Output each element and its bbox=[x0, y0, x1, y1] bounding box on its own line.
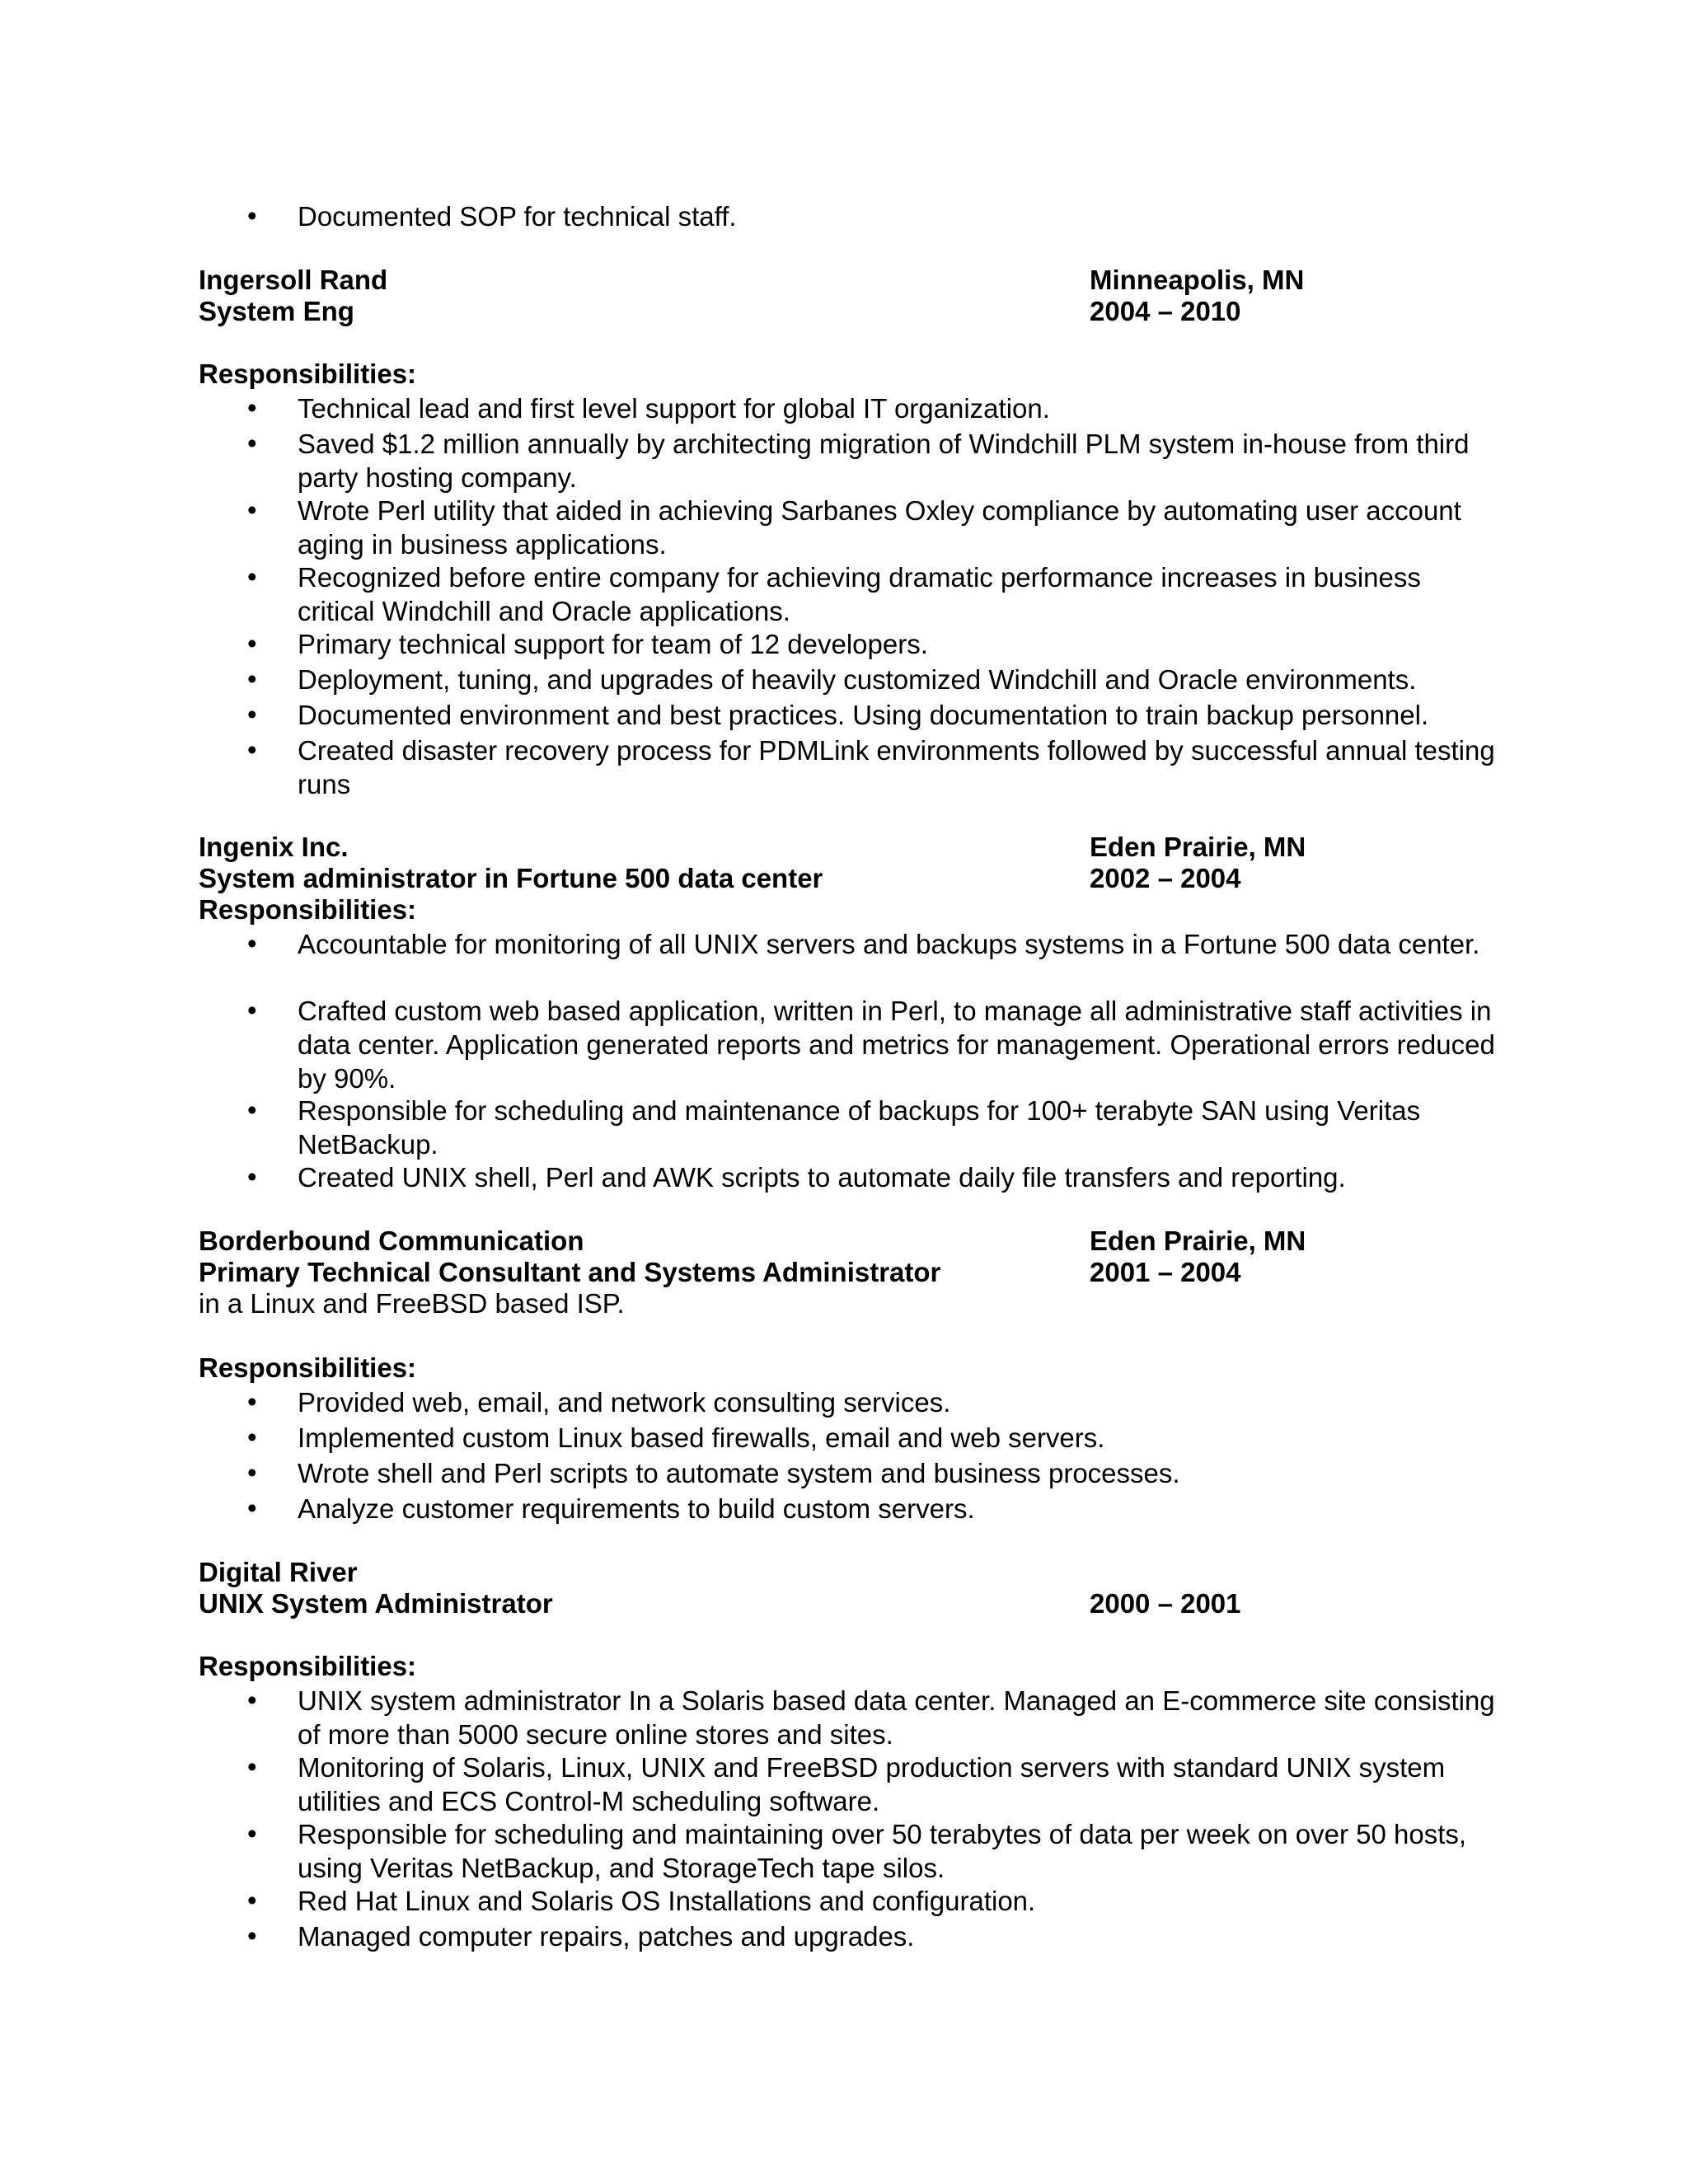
bullet-icon: • bbox=[247, 1094, 257, 1125]
bullet-text: Crafted custom web based application, written in Perl, to manage all administrative staff activities in data center. Application generated reports and metrics for management. Operational errors reduced by 90%. bbox=[298, 996, 1495, 1094]
bullet-icon: • bbox=[247, 1161, 257, 1192]
job-dates: 2001 – 2004 bbox=[1090, 1257, 1241, 1287]
bullet-icon: • bbox=[247, 1457, 257, 1488]
bullet-icon: • bbox=[247, 699, 257, 729]
bullet-icon: • bbox=[247, 1493, 257, 1523]
bullet-icon: • bbox=[247, 1422, 257, 1452]
responsibilities-label: Responsibilities: bbox=[199, 894, 417, 925]
bullet-text: Primary technical support for team of 12 developers. bbox=[298, 629, 928, 659]
bullet-text: Provided web, email, and network consulting services. bbox=[298, 1387, 951, 1418]
job-location: Minneapolis, MN bbox=[1090, 265, 1305, 295]
bullet-icon: • bbox=[247, 928, 257, 958]
bullet-text: Responsible for scheduling and maintaining over 50 terabytes of data per week on over 50 hosts, using Veritas NetBackup, and StorageTech tape silos. bbox=[298, 1819, 1467, 1883]
company-name: Digital River bbox=[199, 1557, 358, 1587]
bullet-text: Created disaster recovery process for PDMLink environments followed by successful annual testing runs bbox=[298, 735, 1495, 799]
job-location: Eden Prairie, MN bbox=[1090, 1226, 1306, 1256]
bullet-text: Documented SOP for technical staff. bbox=[298, 201, 737, 232]
bullet-icon: • bbox=[247, 628, 257, 658]
bullet-icon: • bbox=[247, 1885, 257, 1915]
bullet-text: Wrote Perl utility that aided in achieving Sarbanes Oxley compliance by automating user account aging in business applications. bbox=[298, 495, 1461, 560]
bullet-icon: • bbox=[247, 561, 257, 592]
bullet-icon: • bbox=[247, 995, 257, 1025]
bullet-text: Accountable for monitoring of all UNIX servers and backups systems in a Fortune 500 data center. bbox=[298, 929, 1480, 959]
bullet-icon: • bbox=[247, 1386, 257, 1417]
bullet-icon: • bbox=[247, 1751, 257, 1782]
bullet-icon: • bbox=[247, 392, 257, 423]
responsibilities-label: Responsibilities: bbox=[199, 1352, 417, 1383]
bullet-text: Technical lead and first level support for global IT organization. bbox=[298, 393, 1050, 424]
job-dates: 2002 – 2004 bbox=[1090, 863, 1241, 893]
responsibilities-label: Responsibilities: bbox=[199, 359, 417, 389]
job-location: Eden Prairie, MN bbox=[1090, 832, 1306, 862]
bullet-text: Responsible for scheduling and maintenance of backups for 100+ terabyte SAN using Veritas NetBackup. bbox=[298, 1095, 1421, 1160]
bullet-icon: • bbox=[247, 734, 257, 765]
bullet-text: Red Hat Linux and Solaris OS Installations and configuration. bbox=[298, 1886, 1036, 1916]
job-title: System Eng bbox=[199, 296, 354, 326]
bullet-icon: • bbox=[247, 1685, 257, 1715]
bullet-text: Created UNIX shell, Perl and AWK scripts to automate daily file transfers and reporting. bbox=[298, 1162, 1346, 1193]
bullet-text: Deployment, tuning, and upgrades of heavily customized Windchill and Oracle environments. bbox=[298, 664, 1417, 695]
bullet-text: Implemented custom Linux based firewalls, email and web servers. bbox=[298, 1422, 1105, 1453]
job-title: System administrator in Fortune 500 data center bbox=[199, 863, 823, 893]
bullet-text: Saved $1.2 million annually by architecting migration of Windchill PLM system in-house from third party hosting company. bbox=[298, 429, 1470, 493]
bullet-icon: • bbox=[247, 494, 257, 525]
job-title: Primary Technical Consultant and Systems Administrator bbox=[199, 1257, 941, 1287]
job-title: UNIX System Administrator bbox=[199, 1588, 553, 1619]
bullet-text: Recognized before entire company for achieving dramatic performance increases in business critical Windchill and Oracle applications. bbox=[298, 562, 1421, 626]
bullet-icon: • bbox=[247, 1818, 257, 1849]
bullet-icon: • bbox=[247, 428, 257, 458]
bullet-icon: • bbox=[247, 1920, 257, 1951]
bullet-text: UNIX system administrator In a Solaris based data center. Managed an E-commerce site consisting of more than 5000 secure online stores and sites. bbox=[298, 1685, 1495, 1750]
bullet-text: Monitoring of Solaris, Linux, UNIX and FreeBSD production servers with standard UNIX system utilities and ECS Control-M scheduling software. bbox=[298, 1752, 1446, 1816]
job-subtitle: in a Linux and FreeBSD based ISP. bbox=[199, 1288, 625, 1319]
bullet-text: Documented environment and best practices. Using documentation to train backup personnel. bbox=[298, 700, 1429, 730]
company-name: Ingenix Inc. bbox=[199, 832, 349, 862]
bullet-text: Wrote shell and Perl scripts to automate system and business processes. bbox=[298, 1458, 1180, 1488]
bullet-text: Managed computer repairs, patches and upgrades. bbox=[298, 1921, 915, 1952]
bullet-text: Analyze customer requirements to build custom servers. bbox=[298, 1493, 975, 1524]
responsibilities-label: Responsibilities: bbox=[199, 1651, 417, 1681]
company-name: Ingersoll Rand bbox=[199, 265, 388, 295]
job-dates: 2004 – 2010 bbox=[1090, 296, 1241, 326]
bullet-icon: • bbox=[247, 663, 257, 694]
bullet-icon: • bbox=[247, 200, 257, 231]
company-name: Borderbound Communication bbox=[199, 1226, 584, 1256]
job-dates: 2000 – 2001 bbox=[1090, 1588, 1241, 1619]
